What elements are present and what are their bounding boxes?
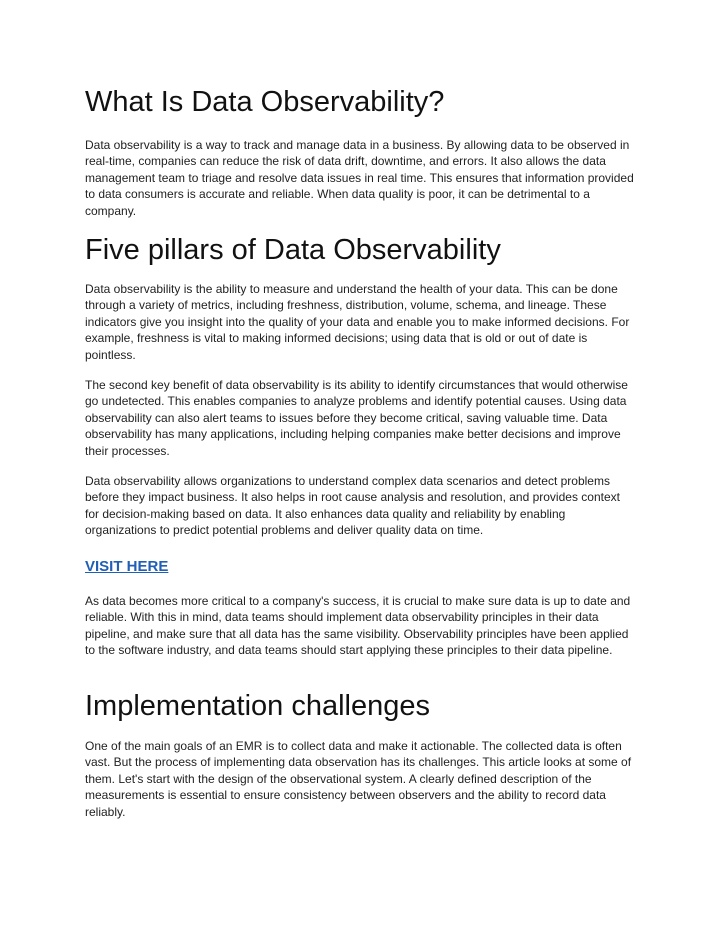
paragraph-pillars: Data observability is the ability to measure and understand the health of your data. This can be done through a variety of metrics, including freshness, distribution, volume, schema, and lineage. These indicators give you insight into the quality of your data and enable you to make informed decisions. For example, freshness is vital to making informed decisions; using data that is old or out of date is pointless. <box>85 282 630 362</box>
paragraph-data-critical: As data becomes more critical to a company's success, it is crucial to make sure data is up to date and reliable. With this in mind, data teams should implement data observability principles in their data pipeline, and make sure that all data has the same visibility. Observability principles have been applied to the software industry, and data teams should start applying these principles to their data pipeline. <box>85 594 631 658</box>
heading-what-is-data-observability: What Is Data Observability? <box>85 86 445 118</box>
heading-five-pillars: Five pillars of Data Observability <box>85 234 501 266</box>
paragraph-complex-scenarios: Data observability allows organizations to understand complex data scenarios and detect problems before they impact business. It also helps in root cause analysis and resolution, and provides context for decision-making based on data. It also enhances data quality and reliability by enabling organizations to predict potential problems and deliver quality data on time. <box>85 474 620 538</box>
heading-implementation-challenges: Implementation challenges <box>85 690 430 722</box>
paragraph-challenges: One of the main goals of an EMR is to collect data and make it actionable. The collected data is often vast. But the process of implementing data observation has its challenges. This article looks at some of them. Let's start with the design of the observational system. A clearly defined description of the measurements is essential to ensure consistency between observers and the ability to record data reliably. <box>85 739 632 819</box>
paragraph-intro: Data observability is a way to track and manage data in a business. By allowing data to be observed in real-time, companies can reduce the risk of data drift, downtime, and errors. It also allows the data management team to triage and resolve data issues in real time. This ensures that information provided to data consumers is accurate and reliable. When data quality is poor, it can be detrimental to a company. <box>85 138 634 218</box>
visit-here-link[interactable]: VISIT HERE <box>85 558 169 575</box>
paragraph-second-benefit: The second key benefit of data observability is its ability to identify circumstances that would otherwise go undetected. This enables companies to analyze problems and identify potential causes. Using data observability can also alert teams to issues before they become critical, saving valuable time. Data observability has many applications, including helping companies make better decisions and improve their processes. <box>85 378 628 458</box>
